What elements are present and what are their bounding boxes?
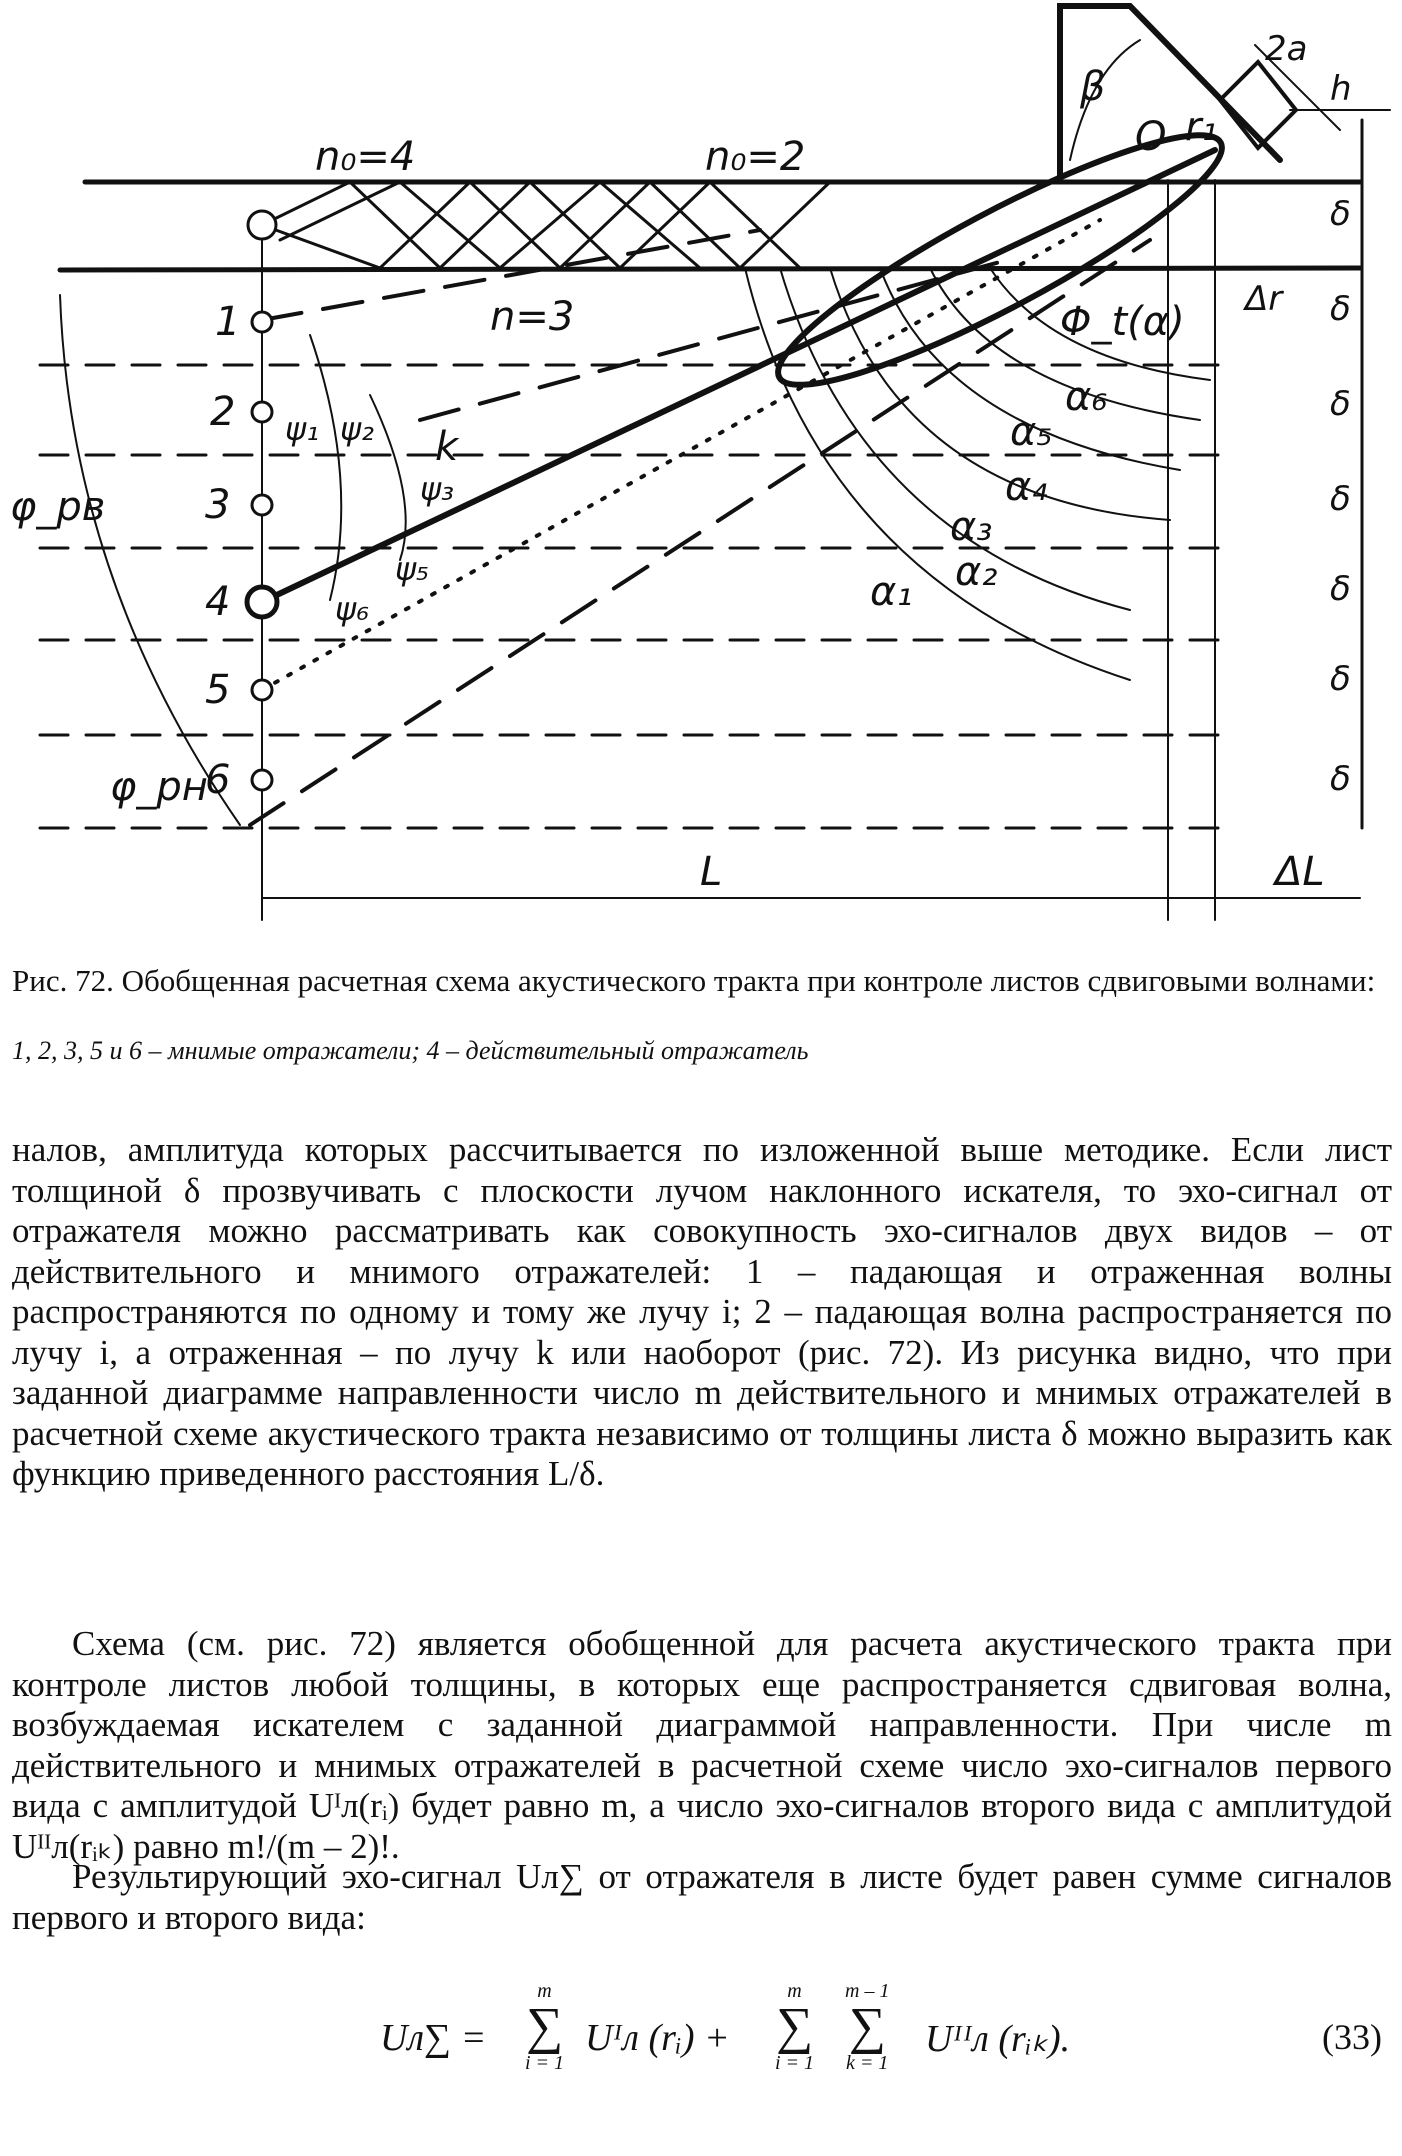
reflector-1	[252, 312, 272, 332]
label-phi-rv: φ_рв	[10, 484, 106, 530]
label-psi2: ψ₂	[340, 410, 374, 448]
label-n-3: n=3	[490, 294, 575, 340]
label-r3-num: 3	[205, 482, 231, 528]
label-L: L	[700, 849, 723, 895]
figure-caption-note: 1, 2, 3, 5 и 6 – мнимые отражатели; 4 – действительный отражатель	[12, 1036, 809, 1065]
equation-number: (33)	[1322, 2017, 1382, 2057]
reflector-top	[248, 211, 276, 239]
paragraph-2	[12, 1624, 1392, 1867]
label-a5: α₅	[1010, 409, 1053, 455]
label-delta-r: Δr	[1245, 279, 1283, 319]
reflector-6	[252, 770, 272, 790]
formula-term2: Uᴵᴵл (rᵢₖ).	[925, 2018, 1071, 2060]
reflector-2	[252, 402, 272, 422]
label-n0-4: n₀=4	[315, 134, 416, 180]
sum-upper: m – 1	[845, 1980, 890, 2002]
label-O: O	[1135, 114, 1167, 160]
label-a6: α₆	[1065, 374, 1108, 420]
label-delta: δ	[1330, 659, 1351, 699]
label-phi-t: Φ_t(α)	[1060, 299, 1185, 345]
paragraph-text: налов, амплитуда которых рассчитывается по изложенной выше методике. Если лист толщиной δ прозвучивать с плоскости лучом наклонного искателя, то эхо-сигнал от отражателя можно рассматривать как совокупность эхо-сигналов двух видов – от действительного и мнимого отражателей: 1 – падающая и отраженная волны распространяются по одному и тому же лучу i; 2 – падающая волна распространяется по лучу i, а отраженная – по лучу k или наоборот (рис. 72). Из рисунка видно, что при заданной диаграмме направленности число m действительного и мнимых отражателей в расчетной схеме акустического тракта независимо от толщины листа δ можно выразить как функцию приведенного расстояния L/δ.	[12, 1130, 1392, 1493]
label-psi6: ψ₆	[335, 590, 369, 628]
reflector-4	[247, 587, 277, 617]
sum-sigma: ∑	[848, 1998, 886, 2055]
zigzag-ray	[262, 182, 830, 268]
equation-33	[380, 1980, 1180, 2090]
formula-term1: Uᴵл (rᵢ) +	[585, 2017, 730, 2059]
label-r2-num: 2	[210, 389, 236, 435]
label-r5-num: 5	[205, 667, 231, 713]
paragraph-text: Схема (см. рис. 72) является обобщенной для расчета акустического тракта при контроле листов любой толщины, в которых еще распространяется сдвиговая волна, возбуждаемая искателем с заданной диаграммой направленности. При числе m действительного и мнимых отражателей в расчетной схеме число эхо-сигналов первого вида с амплитудой Uᴵл(rᵢ) будет равно m, а число эхо-сигналов второго вида с амплитудой Uᴵᴵл(rᵢₖ) равно m!/(m – 2)!.	[12, 1624, 1392, 1866]
sum-upper: m	[787, 1980, 802, 2002]
paragraph-text: Результирующий эхо-сигнал Uл∑ от отражателя в листе будет равен сумме сигналов первого и второго вида:	[12, 1857, 1392, 1937]
beam-pattern	[757, 100, 1244, 419]
sum-upper: m	[537, 1980, 552, 2002]
figure-72-diagram	[0, 0, 1402, 940]
dashed-ray	[250, 240, 1150, 825]
label-phi-rn: φ_рн	[110, 764, 208, 810]
label-r1: r₁	[1185, 104, 1218, 150]
sum-lower: k = 1	[846, 2052, 889, 2074]
label-h: h	[1330, 69, 1352, 109]
sum-sigma: ∑	[775, 1998, 814, 2055]
label-n0-2: n₀=2	[705, 134, 806, 180]
label-r4-num: 4	[205, 579, 231, 625]
label-psi5: ψ₅	[395, 550, 429, 588]
formula-lhs: Uл∑ =	[380, 2017, 487, 2059]
label-dL: ΔL	[1275, 849, 1325, 895]
label-delta: δ	[1330, 289, 1351, 329]
label-k: k	[435, 424, 459, 470]
label-psi1: ψ₁	[285, 410, 319, 448]
paragraph-1	[12, 1130, 1392, 1495]
label-delta: δ	[1330, 759, 1351, 799]
reflector-5	[252, 680, 272, 700]
label-delta: δ	[1330, 384, 1351, 424]
label-2a: 2a	[1265, 29, 1308, 69]
sum-i-2	[775, 1980, 814, 2074]
reflector-3	[252, 495, 272, 515]
label-a1: α₁	[870, 569, 913, 615]
label-delta: δ	[1330, 569, 1351, 609]
psi-arc	[310, 335, 341, 600]
label-a4: α₄	[1005, 464, 1048, 510]
sum-k	[845, 1980, 889, 2074]
label-r6-num: 6	[205, 757, 231, 803]
plate-bottom-edge	[60, 268, 1360, 270]
sum-i	[525, 1980, 564, 2074]
label-psi3: ψ₃	[420, 470, 454, 508]
label-a2: α₂	[955, 549, 998, 595]
label-delta: δ	[1330, 479, 1351, 519]
label-beta: β	[1080, 64, 1106, 110]
dashed-ray	[420, 262, 1000, 420]
label-a3: α₃	[950, 504, 993, 550]
label-delta: δ	[1330, 194, 1351, 234]
paragraph-3	[12, 1857, 1392, 1938]
sum-lower: i = 1	[775, 2052, 815, 2074]
sum-sigma: ∑	[525, 1998, 564, 2055]
label-r1-num: 1	[215, 299, 241, 345]
phi-rv-arc	[60, 295, 240, 825]
sum-lower: i = 1	[525, 2052, 565, 2074]
figure-caption: Рис. 72. Обобщенная расчетная схема акустического тракта при контроле листов сдвиговыми волнами:	[12, 963, 1376, 998]
